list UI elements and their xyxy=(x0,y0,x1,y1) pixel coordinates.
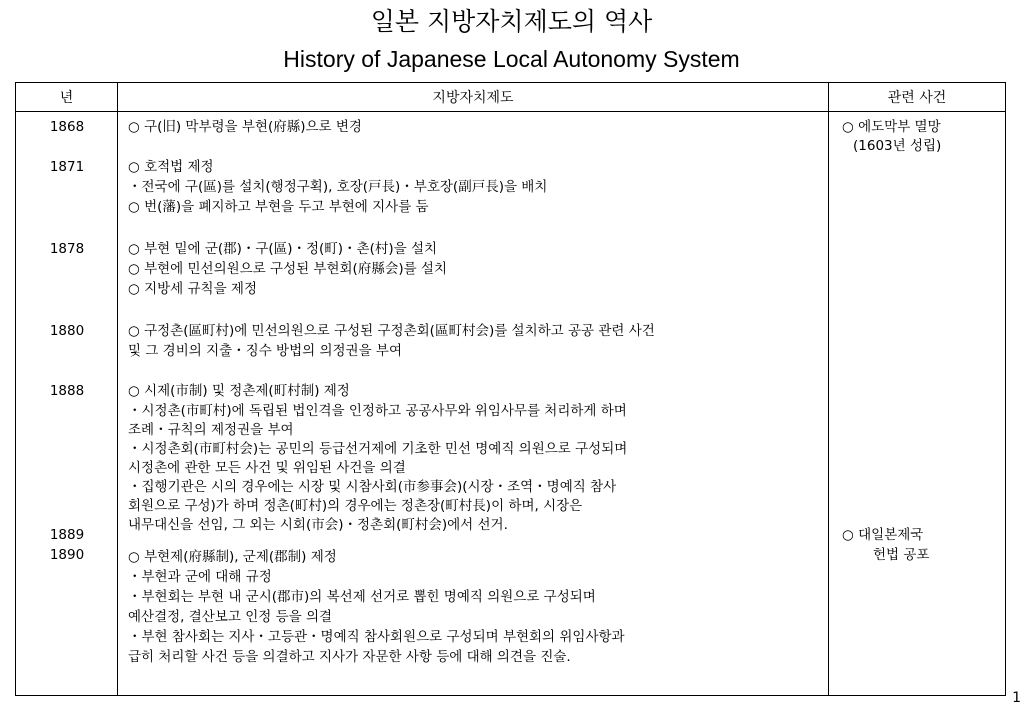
event-constitution-line2: 헌법 공포 xyxy=(873,547,930,563)
list-item: ・부현 참사회는 지사・고등관・명예직 참사회원으로 구성되며 부현회의 위임사항과 xyxy=(128,629,625,645)
year-1871: 1871 xyxy=(49,159,85,175)
event-edo-fall-note: (1603년 성립) xyxy=(853,138,942,154)
list-item: 조례・규칙의 제정권을 부여 xyxy=(128,422,294,438)
table-body-row xyxy=(16,112,1006,696)
year-column xyxy=(16,112,118,696)
list-item: ・집행기관은 시의 경우에는 시장 및 시참사회(市参事会)(시장・조역・명예직 참사 xyxy=(128,479,617,495)
list-item: ○ 부현에 민선의원으로 구성된 부현회(府縣会)를 설치 xyxy=(128,261,448,277)
list-item: ○ 부현제(府縣制), 군제(郡制) 제정 xyxy=(128,549,337,565)
year-1890: 1890 xyxy=(49,547,85,563)
list-item: ・부현회는 부현 내 군시(郡市)의 복선제 선거로 뽑힌 명예직 의원으로 구성되며 xyxy=(128,589,596,605)
system-column xyxy=(118,112,829,696)
year-1868: 1868 xyxy=(49,119,85,135)
year-1888: 1888 xyxy=(49,383,85,399)
year-1880: 1880 xyxy=(49,323,85,339)
year-1878: 1878 xyxy=(49,241,85,257)
header-system: 지방자치제도 xyxy=(118,83,829,112)
header-events: 관련 사건 xyxy=(829,83,1006,112)
table-header-row xyxy=(16,83,1006,112)
list-item: ・부현과 군에 대해 규정 xyxy=(128,569,272,585)
list-item: ○ 구정촌(區町村)에 민선의원으로 구성된 구정촌회(區町村会)를 설치하고 공공 관련 사건 xyxy=(128,323,655,339)
list-item: 및 그 경비의 지출・징수 방법의 의정권을 부여 xyxy=(128,343,402,359)
list-item: ○ 번(藩)을 폐지하고 부현을 두고 부현에 지사를 둠 xyxy=(128,199,429,215)
events-column xyxy=(829,112,1006,696)
list-item: ○ 호적법 제정 xyxy=(128,159,214,175)
page-subtitle: History of Japanese Local Autonomy System xyxy=(283,46,740,72)
list-item: 시정촌에 관한 모든 사건 및 위임된 사건을 의결 xyxy=(128,460,406,476)
page-title: 일본 지방자치제도의 역사 xyxy=(370,7,653,36)
list-item: 내무대신을 선임, 그 외는 시회(市会)・정촌회(町村会)에서 선거. xyxy=(128,517,508,533)
event-edo-fall: ○ 에도막부 멸망 xyxy=(842,119,941,135)
list-item: 회원으로 구성)가 하며 정촌(町村)의 경우에는 정촌장(町村長)이 하며, 시장은 xyxy=(128,498,583,514)
list-item: ○ 지방세 규칙을 제정 xyxy=(128,281,257,297)
list-item: ・시정촌(市町村)에 독립된 법인격을 인정하고 공공사무와 위임사무를 처리하게 하며 xyxy=(128,403,627,419)
event-constitution: ○ 대일본제국 xyxy=(842,527,924,543)
list-item: ○ 시제(市制) 및 정촌제(町村制) 제정 xyxy=(128,383,350,399)
list-item: ○ 부현 밑에 군(郡)・구(區)・정(町)・촌(村)을 설치 xyxy=(128,241,438,257)
list-item: 예산결정, 결산보고 인정 등을 의결 xyxy=(128,609,333,625)
header-year: 년 xyxy=(16,83,118,112)
history-table xyxy=(15,82,1006,696)
list-item: ○ 구(旧) 막부령을 부현(府縣)으로 변경 xyxy=(128,119,362,135)
list-item: 급히 처리할 사건 등을 의결하고 지사가 자문한 사항 등에 대해 의견을 진술. xyxy=(128,649,571,665)
page-number: 1 xyxy=(1012,690,1021,706)
list-item: ・시정촌회(市町村会)는 공민의 등급선거제에 기초한 민선 명예직 의원으로 구성되며 xyxy=(128,441,628,457)
list-item: ・전국에 구(區)를 설치(행정구획), 호장(戸長)・부호장(副戸長)을 배치 xyxy=(128,179,548,195)
year-1889: 1889 xyxy=(49,527,85,543)
